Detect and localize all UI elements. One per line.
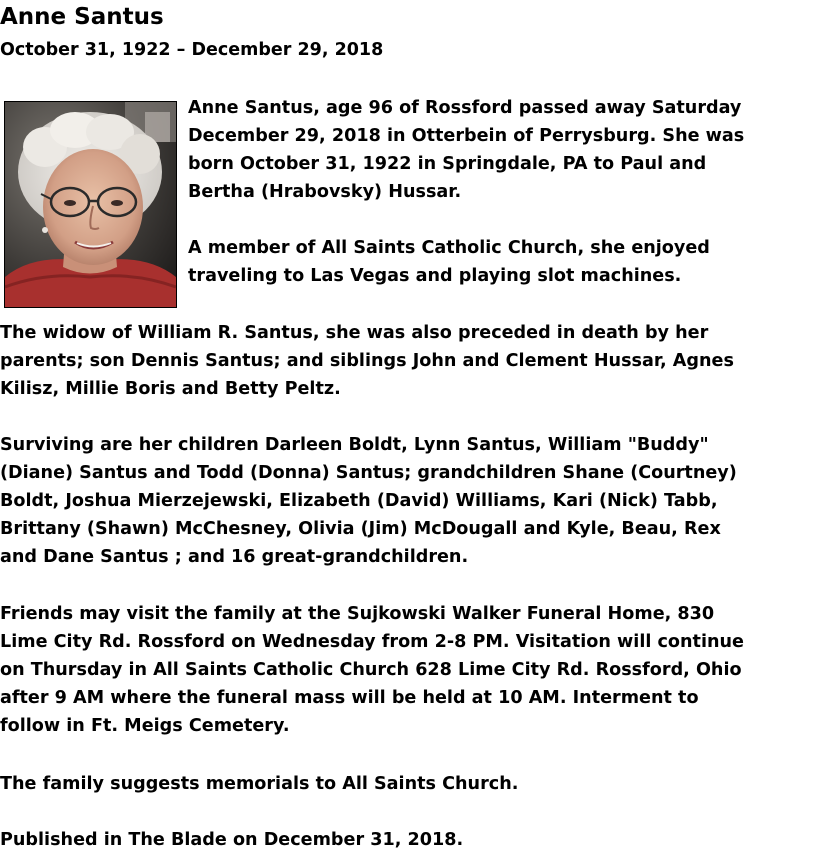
portrait-photo xyxy=(4,101,177,308)
paragraph-memorials xyxy=(0,770,818,798)
paragraph-visitation xyxy=(0,600,818,740)
text-line: Friends may visit the family at the Sujkowski Walker Funeral Home, 830 xyxy=(0,604,715,624)
text-line: follow in Ft. Meigs Cemetery. xyxy=(0,716,290,736)
paragraph-preceded xyxy=(0,319,818,403)
obituary-name: Anne Santus xyxy=(0,4,164,30)
text-line: Lime City Rd. Rossford on Wednesday from 2-8 PM. Visitation will continue xyxy=(0,632,744,652)
text-line: Boldt, Joshua Mierzejewski, Elizabeth (David) Williams, Kari (Nick) Tabb, xyxy=(0,491,718,511)
text-line: Kilisz, Millie Boris and Betty Peltz. xyxy=(0,379,341,399)
paragraph-survivors xyxy=(0,431,818,571)
text-line: (Diane) Santus and Todd (Donna) Santus; grandchildren Shane (Courtney) xyxy=(0,463,737,483)
text-line: and Dane Santus ; and 16 great-grandchildren. xyxy=(0,547,469,567)
text-line: Bertha (Hrabovsky) Hussar. xyxy=(188,182,462,202)
text-line: December 29, 2018 in Otterbein of Perrysburg. She was xyxy=(188,126,745,146)
text-line: A member of All Saints Catholic Church, she enjoyed xyxy=(188,238,710,258)
text-line: traveling to Las Vegas and playing slot machines. xyxy=(188,266,682,286)
text-line: Surviving are her children Darleen Boldt, Lynn Santus, William "Buddy" xyxy=(0,435,709,455)
text-line: on Thursday in All Saints Catholic Church 628 Lime City Rd. Rossford, Ohio xyxy=(0,660,742,680)
text-line: The widow of William R. Santus, she was also preceded in death by her xyxy=(0,323,709,343)
obituary-dates: October 31, 1922 – December 29, 2018 xyxy=(0,40,384,60)
text-line: after 9 AM where the funeral mass will be held at 10 AM. Interment to xyxy=(0,688,699,708)
text-line: Published in The Blade on December 31, 2018. xyxy=(0,830,464,850)
paragraph-intro xyxy=(188,94,816,206)
text-line: born October 31, 1922 in Springdale, PA to Paul and xyxy=(188,154,707,174)
text-line: Brittany (Shawn) McChesney, Olivia (Jim) McDougall and Kyle, Beau, Rex xyxy=(0,519,721,539)
text-line: Anne Santus, age 96 of Rossford passed away Saturday xyxy=(188,98,742,118)
paragraph-membership xyxy=(188,234,816,290)
text-line: parents; son Dennis Santus; and siblings John and Clement Hussar, Agnes xyxy=(0,351,734,371)
text-line: The family suggests memorials to All Saints Church. xyxy=(0,774,519,794)
paragraph-published xyxy=(0,826,818,854)
